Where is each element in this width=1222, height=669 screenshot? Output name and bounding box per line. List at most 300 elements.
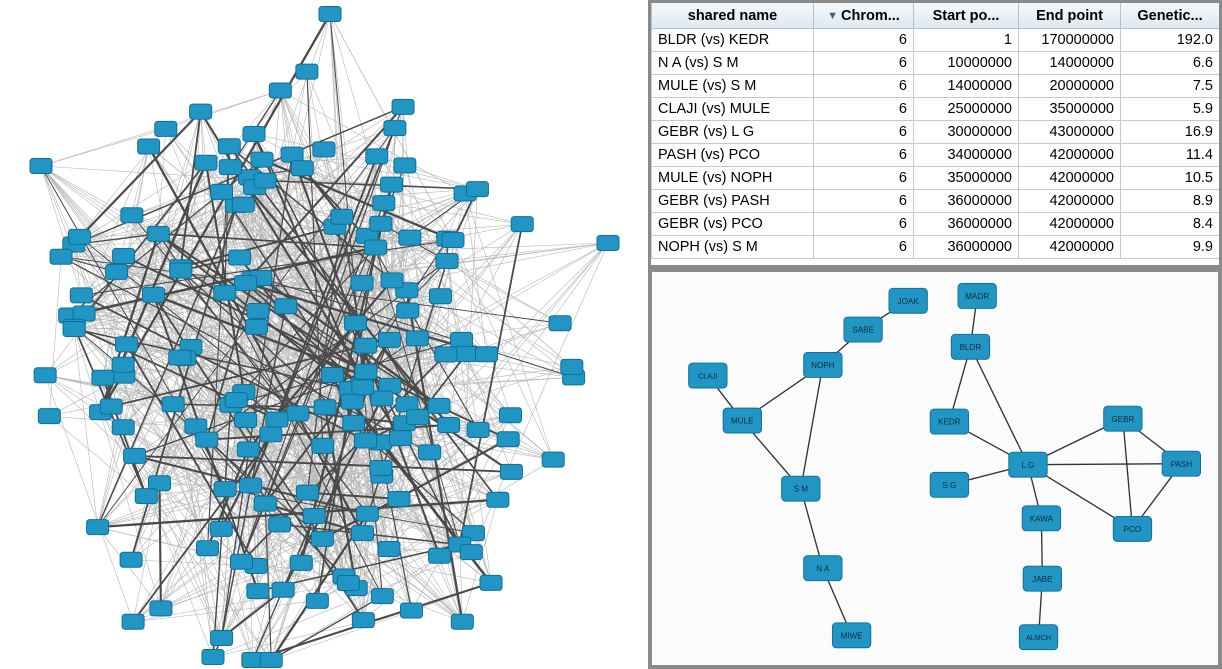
network-node[interactable]: [311, 531, 333, 546]
node-shape[interactable]: [243, 126, 265, 141]
node-shape[interactable]: [190, 104, 212, 119]
network-node[interactable]: [450, 332, 472, 347]
subnetwork-node[interactable]: [689, 363, 727, 388]
node-shape[interactable]: [378, 542, 400, 557]
column-header-chromosome[interactable]: [814, 3, 914, 29]
node-shape[interactable]: [235, 413, 257, 428]
network-edge[interactable]: [74, 329, 97, 527]
node-shape[interactable]: [135, 489, 157, 504]
node-shape[interactable]: [392, 99, 414, 114]
network-node[interactable]: [235, 413, 257, 428]
node-shape[interactable]: [561, 359, 583, 374]
network-node[interactable]: [499, 408, 521, 423]
network-node[interactable]: [245, 319, 267, 334]
node-shape[interactable]: [211, 184, 233, 199]
node-shape[interactable]: [373, 196, 395, 211]
node-shape[interactable]: [291, 161, 313, 176]
node-shape[interactable]: [124, 448, 146, 463]
table-row[interactable]: [652, 236, 1220, 259]
network-node[interactable]: [381, 177, 403, 192]
network-node[interactable]: [476, 347, 498, 362]
network-node[interactable]: [214, 285, 236, 300]
node-shape[interactable]: [162, 397, 184, 412]
network-node[interactable]: [343, 416, 365, 431]
node-shape[interactable]: [355, 338, 377, 353]
network-node[interactable]: [106, 264, 128, 279]
node-shape[interactable]: [169, 350, 191, 365]
column-header-start-point[interactable]: [914, 3, 1019, 29]
network-node[interactable]: [211, 630, 233, 645]
node-shape[interactable]: [296, 64, 318, 79]
network-node[interactable]: [100, 399, 122, 414]
network-node[interactable]: [121, 208, 143, 223]
node-shape[interactable]: [352, 613, 374, 628]
node-shape[interactable]: [245, 319, 267, 334]
subnetwork-node[interactable]: [930, 409, 968, 434]
node-shape[interactable]: [428, 398, 450, 413]
network-node[interactable]: [370, 216, 392, 231]
network-node[interactable]: [202, 650, 224, 665]
network-node[interactable]: [511, 217, 533, 232]
node-shape[interactable]: [195, 155, 217, 170]
subnetwork-edge[interactable]: [1123, 419, 1133, 529]
network-node[interactable]: [147, 226, 169, 241]
subnetwork-node[interactable]: [844, 317, 882, 342]
network-node[interactable]: [120, 552, 142, 567]
node-shape[interactable]: [467, 422, 489, 437]
node-shape[interactable]: [254, 173, 276, 188]
network-node[interactable]: [92, 370, 114, 385]
node-shape[interactable]: [442, 233, 464, 248]
network-node[interactable]: [290, 555, 312, 570]
node-shape[interactable]: [68, 229, 90, 244]
node-shape[interactable]: [254, 496, 276, 511]
network-node[interactable]: [394, 158, 416, 173]
network-node[interactable]: [371, 589, 393, 604]
table-row[interactable]: [652, 190, 1220, 213]
node-shape[interactable]: [381, 273, 403, 288]
table-row[interactable]: [652, 213, 1220, 236]
node-shape[interactable]: [313, 142, 335, 157]
node-shape[interactable]: [272, 582, 294, 597]
node-shape[interactable]: [237, 442, 259, 457]
node-shape[interactable]: [381, 177, 403, 192]
network-node[interactable]: [240, 478, 262, 493]
node-shape[interactable]: [597, 236, 619, 251]
network-node[interactable]: [384, 121, 406, 136]
node-shape[interactable]: [170, 263, 192, 278]
node-shape[interactable]: [351, 276, 373, 291]
network-node[interactable]: [378, 332, 400, 347]
network-node[interactable]: [351, 276, 373, 291]
network-node[interactable]: [112, 357, 134, 372]
subnetwork-node[interactable]: [723, 408, 761, 433]
node-shape[interactable]: [214, 482, 236, 497]
node-shape[interactable]: [384, 121, 406, 136]
node-shape[interactable]: [542, 452, 564, 467]
node-shape[interactable]: [511, 217, 533, 232]
node-shape[interactable]: [549, 316, 571, 331]
filter-icon[interactable]: ▼: [827, 9, 839, 22]
node-shape[interactable]: [397, 303, 419, 318]
node-shape[interactable]: [150, 601, 172, 616]
network-node[interactable]: [303, 508, 325, 523]
node-shape[interactable]: [115, 337, 137, 352]
network-node[interactable]: [115, 337, 137, 352]
node-shape[interactable]: [378, 332, 400, 347]
node-shape[interactable]: [455, 347, 477, 362]
network-node[interactable]: [355, 433, 377, 448]
network-node[interactable]: [260, 427, 282, 442]
network-node[interactable]: [112, 420, 134, 435]
network-node[interactable]: [197, 541, 219, 556]
network-node[interactable]: [87, 520, 109, 535]
table-row[interactable]: [652, 121, 1220, 144]
network-edge[interactable]: [126, 344, 225, 489]
node-shape[interactable]: [419, 445, 441, 460]
node-shape[interactable]: [451, 614, 473, 629]
node-shape[interactable]: [319, 7, 341, 22]
network-node[interactable]: [466, 182, 488, 197]
node-shape[interactable]: [401, 603, 423, 618]
node-shape[interactable]: [122, 614, 144, 629]
node-shape[interactable]: [121, 208, 143, 223]
edge-table-panel[interactable]: [648, 0, 1222, 268]
node-shape[interactable]: [269, 517, 291, 532]
node-shape[interactable]: [202, 650, 224, 665]
network-node[interactable]: [306, 593, 328, 608]
node-shape[interactable]: [266, 412, 288, 427]
subnetwork-graph[interactable]: [652, 272, 1218, 665]
node-shape[interactable]: [185, 419, 207, 434]
network-node[interactable]: [230, 554, 252, 569]
node-shape[interactable]: [399, 230, 421, 245]
node-shape[interactable]: [429, 548, 451, 563]
network-node[interactable]: [319, 7, 341, 22]
network-node[interactable]: [487, 492, 509, 507]
node-shape[interactable]: [287, 406, 309, 421]
network-node[interactable]: [392, 99, 414, 114]
network-node[interactable]: [247, 584, 269, 599]
network-node[interactable]: [232, 197, 254, 212]
network-node[interactable]: [549, 316, 571, 331]
network-node[interactable]: [70, 288, 92, 303]
network-node[interactable]: [142, 287, 164, 302]
node-shape[interactable]: [341, 394, 363, 409]
network-node[interactable]: [436, 253, 458, 268]
network-node[interactable]: [169, 350, 191, 365]
node-shape[interactable]: [406, 331, 428, 346]
network-node[interactable]: [331, 209, 353, 224]
network-node[interactable]: [480, 575, 502, 590]
network-node[interactable]: [442, 233, 464, 248]
network-node[interactable]: [389, 431, 411, 446]
network-node[interactable]: [50, 249, 72, 264]
node-shape[interactable]: [240, 478, 262, 493]
network-node[interactable]: [260, 653, 282, 668]
network-node[interactable]: [345, 316, 367, 331]
node-shape[interactable]: [112, 357, 134, 372]
subnetwork-node[interactable]: [1019, 625, 1057, 650]
network-node[interactable]: [356, 506, 378, 521]
network-node[interactable]: [467, 422, 489, 437]
network-node[interactable]: [352, 526, 374, 541]
network-node[interactable]: [296, 485, 318, 500]
node-shape[interactable]: [371, 589, 393, 604]
network-node[interactable]: [162, 397, 184, 412]
network-node[interactable]: [438, 417, 460, 432]
node-shape[interactable]: [50, 249, 72, 264]
table-row[interactable]: [652, 29, 1220, 52]
node-shape[interactable]: [394, 158, 416, 173]
node-shape[interactable]: [260, 653, 282, 668]
network-node[interactable]: [218, 139, 240, 154]
network-node[interactable]: [237, 442, 259, 457]
network-node[interactable]: [190, 104, 212, 119]
network-node[interactable]: [254, 496, 276, 511]
node-shape[interactable]: [356, 506, 378, 521]
network-node[interactable]: [419, 445, 441, 460]
node-shape[interactable]: [466, 182, 488, 197]
network-node[interactable]: [251, 152, 273, 167]
subnetwork-node[interactable]: [1104, 406, 1142, 431]
node-shape[interactable]: [281, 147, 303, 162]
network-edge[interactable]: [166, 91, 281, 129]
network-node[interactable]: [312, 438, 334, 453]
network-node[interactable]: [406, 331, 428, 346]
node-shape[interactable]: [303, 508, 325, 523]
network-node[interactable]: [272, 582, 294, 597]
node-shape[interactable]: [407, 410, 429, 425]
network-node[interactable]: [337, 576, 359, 591]
node-shape[interactable]: [34, 368, 56, 383]
node-shape[interactable]: [235, 275, 257, 290]
node-shape[interactable]: [497, 432, 519, 447]
node-shape[interactable]: [147, 226, 169, 241]
network-node[interactable]: [275, 299, 297, 314]
table-body[interactable]: [652, 29, 1220, 259]
node-shape[interactable]: [113, 249, 135, 264]
network-node[interactable]: [254, 173, 276, 188]
network-node[interactable]: [281, 147, 303, 162]
network-node[interactable]: [68, 229, 90, 244]
column-header-genetic[interactable]: [1121, 3, 1220, 29]
subnetwork-node[interactable]: [832, 623, 870, 648]
subnetwork-edge[interactable]: [801, 365, 823, 489]
network-node[interactable]: [381, 273, 403, 288]
node-shape[interactable]: [92, 370, 114, 385]
network-node[interactable]: [269, 517, 291, 532]
network-node[interactable]: [365, 240, 387, 255]
network-node[interactable]: [287, 406, 309, 421]
network-node[interactable]: [313, 142, 335, 157]
node-shape[interactable]: [155, 121, 177, 136]
column-header-end-point[interactable]: [1019, 3, 1121, 29]
node-shape[interactable]: [70, 288, 92, 303]
subnetwork-node[interactable]: [1023, 566, 1061, 591]
network-node[interactable]: [210, 521, 232, 536]
network-node[interactable]: [235, 275, 257, 290]
network-node[interactable]: [366, 149, 388, 164]
subnetwork-node[interactable]: [782, 476, 820, 501]
node-shape[interactable]: [219, 160, 241, 175]
network-node[interactable]: [214, 482, 236, 497]
node-shape[interactable]: [311, 531, 333, 546]
subnetwork-node[interactable]: [951, 334, 989, 359]
node-shape[interactable]: [269, 83, 291, 98]
network-node[interactable]: [225, 392, 247, 407]
table-row[interactable]: [652, 144, 1220, 167]
network-node[interactable]: [150, 601, 172, 616]
node-shape[interactable]: [337, 576, 359, 591]
node-shape[interactable]: [389, 431, 411, 446]
node-shape[interactable]: [487, 492, 509, 507]
node-shape[interactable]: [480, 575, 502, 590]
subnetwork-node[interactable]: [804, 556, 842, 581]
node-shape[interactable]: [435, 347, 457, 362]
network-node[interactable]: [455, 347, 477, 362]
network-node[interactable]: [196, 432, 218, 447]
subnetwork-edge[interactable]: [1028, 464, 1181, 465]
node-shape[interactable]: [210, 521, 232, 536]
network-edge[interactable]: [49, 257, 61, 416]
subnetwork-node[interactable]: [1162, 451, 1200, 476]
node-shape[interactable]: [38, 409, 60, 424]
network-node[interactable]: [155, 121, 177, 136]
network-node[interactable]: [497, 432, 519, 447]
subnetwork-node[interactable]: [1009, 452, 1047, 477]
node-shape[interactable]: [138, 139, 160, 154]
node-shape[interactable]: [275, 299, 297, 314]
network-node[interactable]: [219, 160, 241, 175]
network-node[interactable]: [266, 412, 288, 427]
network-node[interactable]: [138, 139, 160, 154]
network-node[interactable]: [561, 359, 583, 374]
node-shape[interactable]: [355, 433, 377, 448]
network-node[interactable]: [542, 452, 564, 467]
network-node[interactable]: [451, 614, 473, 629]
network-node[interactable]: [597, 236, 619, 251]
subnetwork-view[interactable]: [648, 268, 1222, 669]
node-shape[interactable]: [225, 392, 247, 407]
network-node[interactable]: [243, 126, 265, 141]
network-node[interactable]: [38, 409, 60, 424]
network-node[interactable]: [113, 249, 135, 264]
network-node[interactable]: [373, 196, 395, 211]
network-node[interactable]: [352, 380, 374, 395]
node-shape[interactable]: [388, 491, 410, 506]
table-row[interactable]: [652, 75, 1220, 98]
network-node[interactable]: [122, 614, 144, 629]
network-node[interactable]: [269, 83, 291, 98]
node-shape[interactable]: [142, 287, 164, 302]
node-shape[interactable]: [321, 367, 343, 382]
network-node[interactable]: [321, 367, 343, 382]
network-node[interactable]: [291, 161, 313, 176]
subnetwork-node[interactable]: [889, 288, 927, 313]
node-shape[interactable]: [197, 541, 219, 556]
node-shape[interactable]: [370, 460, 392, 475]
network-edge[interactable]: [159, 483, 160, 608]
node-shape[interactable]: [345, 316, 367, 331]
network-node[interactable]: [352, 613, 374, 628]
subnetwork-nodes[interactable]: [689, 284, 1201, 650]
node-shape[interactable]: [370, 216, 392, 231]
node-shape[interactable]: [106, 264, 128, 279]
node-shape[interactable]: [365, 240, 387, 255]
table-row[interactable]: [652, 98, 1220, 121]
network-node[interactable]: [296, 64, 318, 79]
network-node[interactable]: [429, 289, 451, 304]
node-shape[interactable]: [247, 304, 269, 319]
network-node[interactable]: [124, 448, 146, 463]
node-shape[interactable]: [499, 408, 521, 423]
network-node[interactable]: [378, 542, 400, 557]
node-shape[interactable]: [460, 545, 482, 560]
node-shape[interactable]: [260, 427, 282, 442]
node-shape[interactable]: [232, 197, 254, 212]
node-shape[interactable]: [214, 285, 236, 300]
node-shape[interactable]: [450, 332, 472, 347]
network-node[interactable]: [428, 398, 450, 413]
network-node[interactable]: [500, 464, 522, 479]
node-shape[interactable]: [290, 555, 312, 570]
network-node[interactable]: [229, 250, 251, 265]
network-node[interactable]: [401, 603, 423, 618]
network-node[interactable]: [314, 400, 336, 415]
subnetwork-edge[interactable]: [970, 347, 1028, 465]
node-shape[interactable]: [120, 552, 142, 567]
node-shape[interactable]: [436, 253, 458, 268]
node-shape[interactable]: [476, 347, 498, 362]
node-shape[interactable]: [218, 139, 240, 154]
node-shape[interactable]: [355, 364, 377, 379]
network-node[interactable]: [30, 159, 52, 174]
network-node[interactable]: [170, 263, 192, 278]
network-node[interactable]: [355, 364, 377, 379]
node-shape[interactable]: [429, 289, 451, 304]
network-node[interactable]: [388, 491, 410, 506]
column-header-shared-name[interactable]: [652, 3, 814, 29]
edge-table[interactable]: [651, 3, 1220, 259]
subnetwork-node[interactable]: [1022, 506, 1060, 531]
node-shape[interactable]: [251, 152, 273, 167]
network-node[interactable]: [370, 460, 392, 475]
network-node[interactable]: [407, 410, 429, 425]
network-node[interactable]: [460, 545, 482, 560]
node-shape[interactable]: [438, 417, 460, 432]
node-shape[interactable]: [112, 420, 134, 435]
node-shape[interactable]: [366, 149, 388, 164]
network-node[interactable]: [34, 368, 56, 383]
node-shape[interactable]: [63, 322, 85, 337]
network-node[interactable]: [341, 394, 363, 409]
node-shape[interactable]: [87, 520, 109, 535]
network-node[interactable]: [399, 230, 421, 245]
subnetwork-node[interactable]: [1113, 516, 1151, 541]
node-shape[interactable]: [343, 416, 365, 431]
node-shape[interactable]: [30, 159, 52, 174]
network-node[interactable]: [435, 347, 457, 362]
node-shape[interactable]: [314, 400, 336, 415]
network-node[interactable]: [195, 155, 217, 170]
network-node[interactable]: [63, 322, 85, 337]
subnetwork-node[interactable]: [958, 284, 996, 309]
node-shape[interactable]: [306, 593, 328, 608]
network-node[interactable]: [211, 184, 233, 199]
table-row[interactable]: [652, 167, 1220, 190]
node-shape[interactable]: [296, 485, 318, 500]
